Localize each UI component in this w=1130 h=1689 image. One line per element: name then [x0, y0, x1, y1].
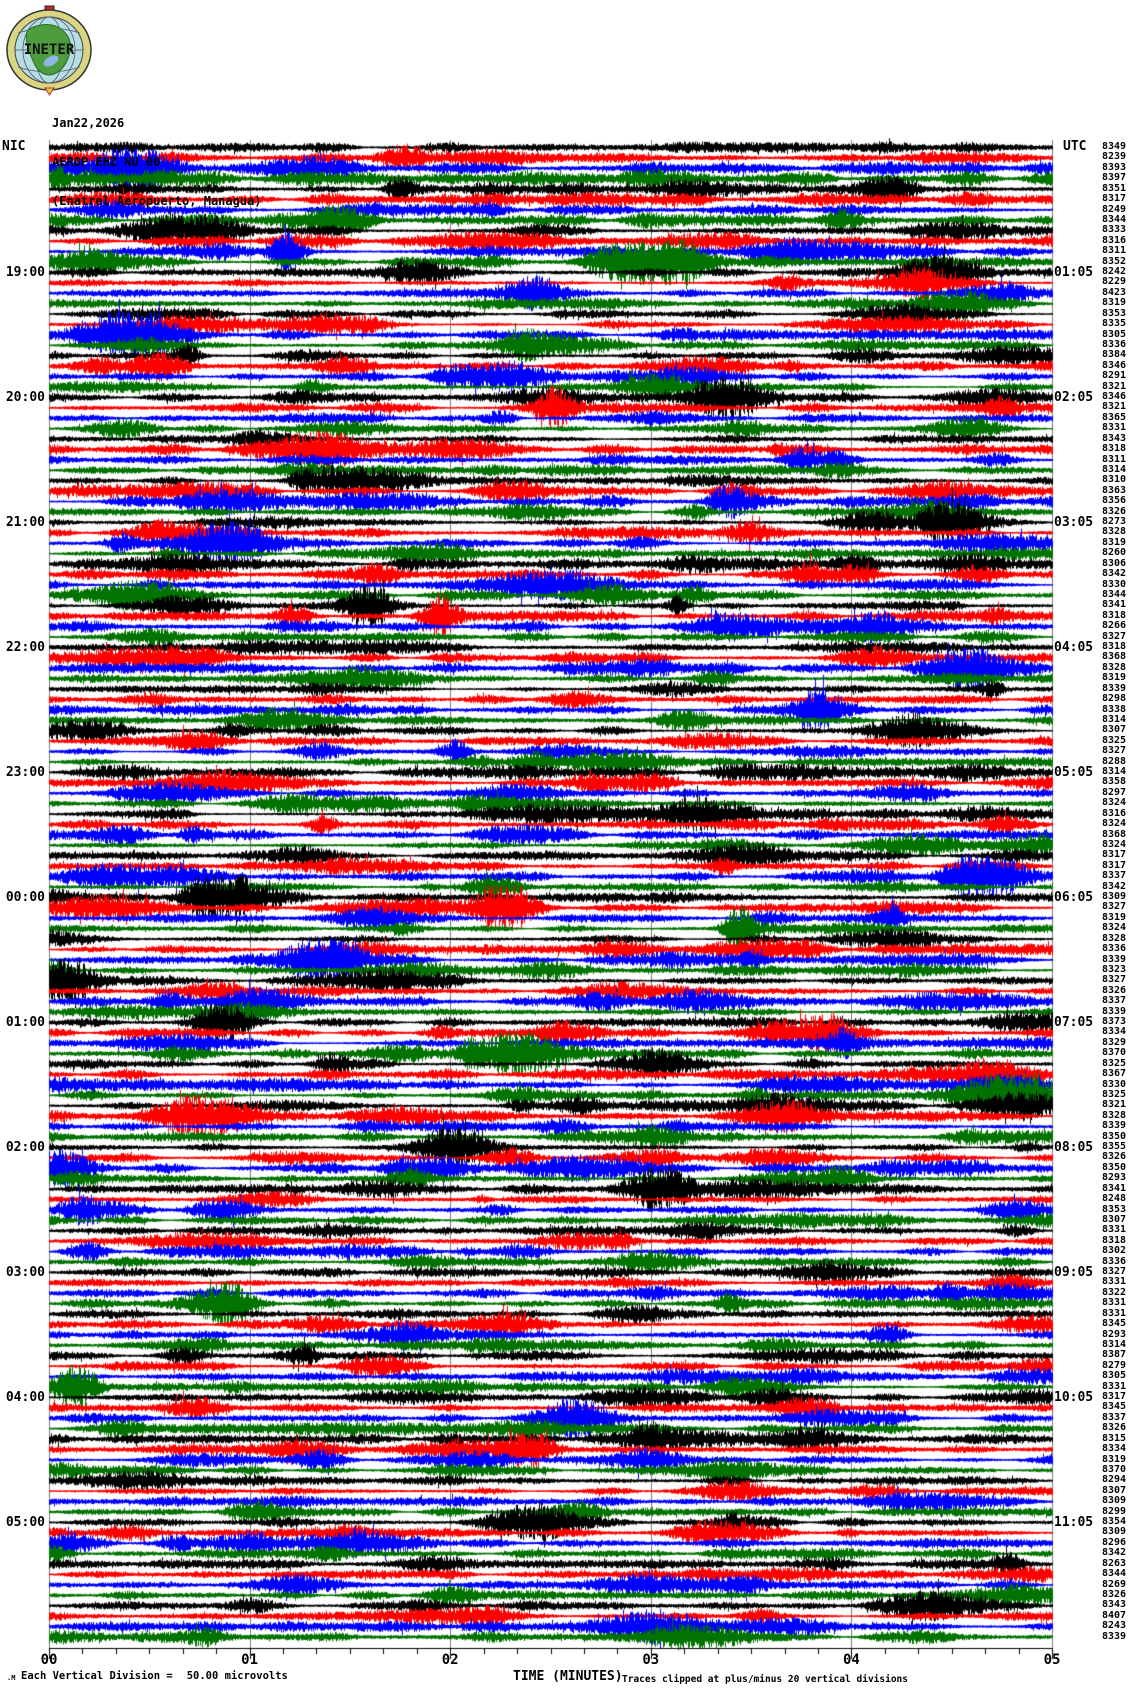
line-value: 8326	[1102, 1422, 1127, 1434]
line-value: 8248	[1102, 1193, 1127, 1205]
right-hour-label: 01:05	[1054, 264, 1094, 280]
line-value: 8343	[1102, 1599, 1127, 1611]
line-value: 8229	[1102, 276, 1127, 288]
line-value: 8407	[1102, 1609, 1127, 1621]
line-value: 8325	[1102, 1088, 1127, 1100]
line-value: 8316	[1102, 234, 1127, 246]
line-value: 8327	[1102, 745, 1127, 757]
line-value: 8326	[1102, 1151, 1127, 1163]
line-value: 8345	[1102, 1318, 1127, 1330]
line-value: 8327	[1102, 630, 1127, 642]
line-value: 8328	[1102, 661, 1127, 673]
left-hour-label: 22:00	[5, 639, 45, 655]
line-value: 8302	[1102, 1245, 1127, 1257]
line-value: 8306	[1102, 557, 1127, 569]
line-value: 8298	[1102, 693, 1127, 705]
line-value: 8307	[1102, 724, 1127, 736]
line-value: 8344	[1102, 213, 1127, 225]
line-value: 8334	[1102, 1026, 1127, 1038]
line-value: 8339	[1102, 1120, 1127, 1132]
line-value: 8331	[1102, 1297, 1127, 1309]
line-value: 8345	[1102, 1401, 1127, 1413]
line-value: 8337	[1102, 870, 1127, 882]
line-value: 8309	[1102, 1495, 1127, 1507]
line-value: 8326	[1102, 505, 1127, 517]
line-value: 8349	[1102, 141, 1127, 152]
line-value: 8327	[1102, 901, 1127, 913]
right-hour-label: 05:05	[1054, 764, 1094, 780]
line-value: 8321	[1102, 380, 1127, 392]
line-value: 8325	[1102, 1057, 1127, 1069]
line-value: 8263	[1102, 1557, 1127, 1569]
line-value: 8316	[1102, 807, 1127, 819]
scale-value: 50.00 microvolts	[186, 1670, 288, 1682]
line-value: 8346	[1102, 359, 1127, 371]
line-value: 8328	[1102, 1109, 1127, 1121]
line-value: 8319	[1102, 297, 1127, 309]
line-value: 8346	[1102, 391, 1127, 402]
footer-marker: .M	[7, 1674, 16, 1682]
left-hour-label: 02:00	[5, 1139, 45, 1155]
line-value: 8317	[1102, 849, 1127, 861]
line-value: 8353	[1102, 307, 1127, 319]
line-value: 8291	[1102, 370, 1127, 382]
left-hour-label: 03:00	[5, 1264, 45, 1280]
line-value: 8314	[1102, 463, 1127, 475]
x-axis-title: TIME (MINUTES)	[513, 1669, 623, 1684]
line-value: 8326	[1102, 984, 1127, 996]
right-hour-label: 11:05	[1054, 1514, 1094, 1530]
left-hour-label: 21:00	[5, 514, 45, 530]
line-value: 8307	[1102, 1484, 1127, 1496]
line-value: 8330	[1102, 578, 1127, 590]
left-hour-label: 05:00	[5, 1514, 45, 1530]
line-value: 8350	[1102, 1130, 1127, 1142]
line-value: 8314	[1102, 713, 1127, 725]
line-value: 8341	[1102, 599, 1127, 611]
line-value: 8342	[1102, 1547, 1127, 1559]
left-hour-label: 19:00	[5, 264, 45, 280]
right-hour-label: 08:05	[1054, 1139, 1094, 1155]
minute-tick-label: 03	[642, 1652, 660, 1668]
line-value: 8327	[1102, 974, 1127, 986]
line-value: 8350	[1102, 1161, 1127, 1173]
line-value: 8331	[1102, 1307, 1127, 1319]
line-value: 8322	[1102, 1286, 1127, 1298]
line-value: 8314	[1102, 1338, 1127, 1350]
line-value: 8317	[1102, 1391, 1127, 1402]
line-value: 8293	[1102, 1328, 1127, 1340]
line-value: 8423	[1102, 286, 1127, 298]
line-value: 8269	[1102, 1578, 1127, 1590]
line-value: 8339	[1102, 1005, 1127, 1017]
line-value: 8373	[1102, 1016, 1127, 1027]
line-value: 8384	[1102, 349, 1127, 361]
line-value: 8305	[1102, 1370, 1127, 1382]
line-value: 8342	[1102, 880, 1127, 892]
right-hour-label: 07:05	[1054, 1014, 1094, 1030]
line-value: 8339	[1102, 1630, 1127, 1642]
line-value: 8336	[1102, 943, 1127, 955]
header-block	[52, 91, 262, 221]
line-value: 8356	[1102, 495, 1127, 507]
right-hour-label: 02:05	[1054, 389, 1094, 405]
line-value: 8370	[1102, 1463, 1127, 1475]
line-value: 8319	[1102, 672, 1127, 684]
line-value: 8310	[1102, 474, 1127, 486]
minute-tick-label: 02	[441, 1652, 459, 1668]
line-value: 8341	[1102, 1182, 1127, 1194]
line-value: 8317	[1102, 859, 1127, 871]
line-value: 8354	[1102, 1516, 1127, 1527]
line-value: 8367	[1102, 1068, 1127, 1080]
line-value: 8242	[1102, 266, 1127, 277]
line-value: 8311	[1102, 245, 1127, 257]
line-value: 8315	[1102, 1432, 1127, 1444]
line-value: 8293	[1102, 1172, 1127, 1184]
minute-tick-label: 05	[1043, 1652, 1061, 1668]
line-value: 8311	[1102, 453, 1127, 465]
right-hour-label: 03:05	[1054, 514, 1094, 530]
line-value: 8318	[1102, 609, 1127, 621]
minute-tick-label: 00	[40, 1652, 58, 1668]
line-value: 8363	[1102, 484, 1127, 496]
line-value: 8326	[1102, 1588, 1127, 1600]
line-value: 8329	[1102, 1036, 1127, 1048]
line-value: 8330	[1102, 1078, 1127, 1090]
line-value: 8239	[1102, 151, 1127, 163]
line-value: 8365	[1102, 411, 1127, 423]
line-value: 8324	[1102, 838, 1127, 850]
line-value: 8339	[1102, 953, 1127, 965]
line-value: 8327	[1102, 1266, 1127, 1277]
line-value: 8260	[1102, 547, 1127, 559]
line-value: 8319	[1102, 911, 1127, 923]
line-value: 8249	[1102, 203, 1127, 215]
left-hour-label: 00:00	[5, 889, 45, 905]
line-value: 8314	[1102, 766, 1127, 777]
line-value: 8319	[1102, 1453, 1127, 1465]
line-value: 8331	[1102, 1224, 1127, 1236]
line-value: 8318	[1102, 1234, 1127, 1246]
line-value: 8328	[1102, 526, 1127, 538]
logo-org-text: INETER	[23, 42, 75, 58]
line-value: 8266	[1102, 620, 1127, 632]
line-value: 8337	[1102, 1411, 1127, 1423]
line-value: 8339	[1102, 682, 1127, 694]
right-hour-label: 09:05	[1054, 1264, 1094, 1280]
timezone-label-left: NIC	[2, 139, 26, 154]
line-value: 8393	[1102, 161, 1127, 173]
line-value: 8397	[1102, 172, 1127, 184]
line-value: 8325	[1102, 734, 1127, 746]
left-hour-label: 04:00	[5, 1389, 45, 1405]
line-value: 8324	[1102, 797, 1127, 809]
left-hour-label: 20:00	[5, 389, 45, 405]
line-value: 8324	[1102, 818, 1127, 830]
line-value: 8328	[1102, 932, 1127, 944]
line-value: 8321	[1102, 401, 1127, 413]
right-hour-label: 06:05	[1054, 889, 1094, 905]
header-date: Jan22,2026	[52, 116, 125, 130]
line-value: 8337	[1102, 995, 1127, 1007]
line-value: 8279	[1102, 1359, 1127, 1371]
line-value: 8352	[1102, 255, 1127, 267]
line-value: 8353	[1102, 1203, 1127, 1215]
line-value: 8336	[1102, 1255, 1127, 1267]
header-station: AEROP EHZ NU 00	[52, 155, 161, 169]
ineter-logo	[4, 4, 96, 96]
line-value: 8358	[1102, 776, 1127, 788]
line-value: 8351	[1102, 182, 1127, 194]
line-value: 8296	[1102, 1536, 1127, 1548]
line-value: 8387	[1102, 1349, 1127, 1361]
line-value: 8355	[1102, 1141, 1127, 1152]
line-value: 8334	[1102, 1443, 1127, 1455]
minute-tick-label: 01	[241, 1652, 259, 1668]
timezone-label-right: UTC	[1063, 139, 1087, 154]
line-value: 8299	[1102, 1505, 1127, 1517]
line-value: 8344	[1102, 1568, 1127, 1580]
line-value: 8317	[1102, 193, 1127, 205]
line-value: 8331	[1102, 422, 1127, 434]
line-value: 8309	[1102, 1526, 1127, 1538]
line-value: 8344	[1102, 588, 1127, 600]
line-value: 8294	[1102, 1474, 1127, 1486]
line-value: 8331	[1102, 1276, 1127, 1288]
line-value: 8323	[1102, 963, 1127, 975]
line-value: 8342	[1102, 568, 1127, 580]
line-value: 8343	[1102, 432, 1127, 444]
line-value: 8335	[1102, 318, 1127, 330]
line-value: 8305	[1102, 328, 1127, 340]
line-value: 8243	[1102, 1620, 1127, 1632]
line-value: 8318	[1102, 641, 1127, 652]
scale-note: Each Vertical Division = 50.00 microvolts	[21, 1670, 288, 1682]
left-hour-label: 23:00	[5, 764, 45, 780]
line-value: 8368	[1102, 828, 1127, 840]
line-value: 8336	[1102, 338, 1127, 350]
line-value: 8368	[1102, 651, 1127, 663]
line-value: 8288	[1102, 755, 1127, 767]
line-value: 8324	[1102, 922, 1127, 934]
clip-note: Traces clipped at plus/minus 20 vertical divisions	[622, 1674, 908, 1685]
line-value: 8331	[1102, 1380, 1127, 1392]
line-value: 8273	[1102, 516, 1127, 527]
header-location: (Enatrel Aeropuerto, Managua)	[52, 194, 262, 208]
right-hour-label: 04:05	[1054, 639, 1094, 655]
line-value: 8318	[1102, 443, 1127, 455]
line-value: 8321	[1102, 1099, 1127, 1111]
right-hour-label: 10:05	[1054, 1389, 1094, 1405]
left-hour-label: 01:00	[5, 1014, 45, 1030]
line-value: 8309	[1102, 891, 1127, 902]
minute-tick-label: 04	[842, 1652, 860, 1668]
line-value: 8297	[1102, 786, 1127, 798]
line-value: 8333	[1102, 224, 1127, 236]
line-value: 8338	[1102, 703, 1127, 715]
line-value: 8319	[1102, 536, 1127, 548]
line-value: 8370	[1102, 1047, 1127, 1059]
line-value: 8307	[1102, 1213, 1127, 1225]
